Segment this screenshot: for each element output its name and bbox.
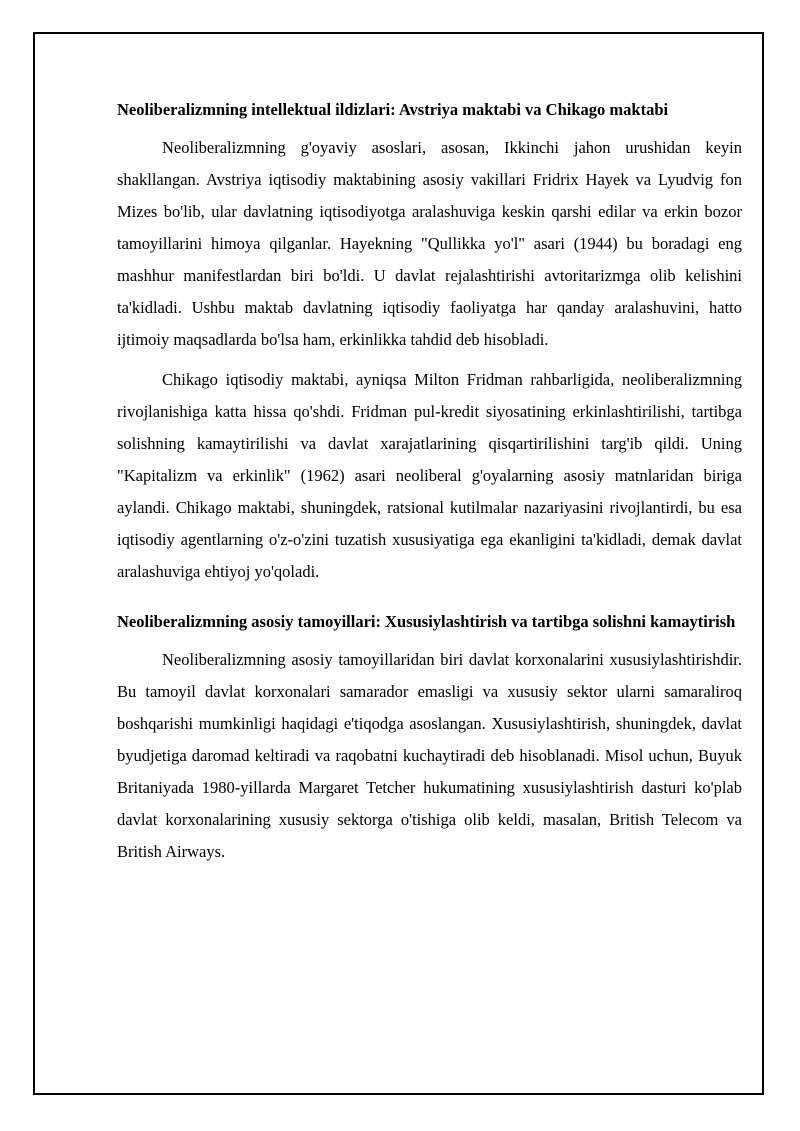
- paragraph: Neoliberalizmning g'oyaviy asoslari, asosan, Ikkinchi jahon urushidan keyin shakllangan. Avstriya iqtisodiy maktabining asosiy vakillari Fridrix Hayek va Lyudvig fon Mizes bo'lib, ular davlatning iqtisodiyotga aralashuviga keskin qarshi edilar va erkin bozor tamoyillarini himoya qilganlar. Hayekning "Qullikka yo'l" asari (1944) bu boradagi eng mashhur manifestlardan biri bo'ldi. U davlat rejalashtirishi avtoritarizmga olib kelishini ta'kidladi. Ushbu maktab davlatning iqtisodiy faoliyatga har qanday aralashuvini, hatto ijtimoiy maqsadlarda bo'lsa ham, erkinlikka tahdid deb hisobladi.: [117, 138, 742, 349]
- paragraph: Chikago iqtisodiy maktabi, ayniqsa Milton Fridman rahbarligida, neoliberalizmning rivojlanishiga katta hissa qo'shdi. Fridman pul-kredit siyosatining erkinlashtirilishi, tartibga solishning kamaytirilishi va davlat xarajatlarining qisqartirilishini targ'ib qildi. Uning "Kapitalizm va erkinlik" (1962) asari neoliberal g'oyalarning asosiy matnlaridan biriga aylandi. Chikago maktabi, shuningdek, ratsional kutilmalar nazariyasini rivojlantirdi, bu esa iqtisodiy agentlarning o'z-o'zini tuzatish xususiyatiga ega ekanligini ta'kidladi, demak davlat aralashuviga ehtiyoj yo'qoladi.: [117, 370, 742, 581]
- section-heading-2: Neoliberalizmning asosiy tamoyillari: Xususiylashtirish va tartibga solishni kamaytirish: [117, 612, 736, 631]
- paragraph: Neoliberalizmning asosiy tamoyillaridan biri davlat korxonalarini xususiylashtirishdir. Bu tamoyil davlat korxonalari samarador emasligi va xususiy sektor ularni samaraliroq boshqarishi mumkinligi haqidagi e'tiqodga asoslangan. Xususiylashtirish, shuningdek, davlat byudjetiga daromad keltiradi va raqobatni kuchaytiradi deb hisoblanadi. Misol uchun, Buyuk Britaniyada 1980-yillarda Margaret Tetcher hukumatining xususiylashtirish dasturi ko'plab davlat korxonalarining xususiy sektorga o'tishiga olib keldi, masalan, British Telecom va British Airways.: [117, 650, 742, 861]
- document-body: [117, 98, 742, 876]
- section-heading-1: Neoliberalizmning intellektual ildizlari: Avstriya maktabi va Chikago maktabi: [117, 100, 669, 119]
